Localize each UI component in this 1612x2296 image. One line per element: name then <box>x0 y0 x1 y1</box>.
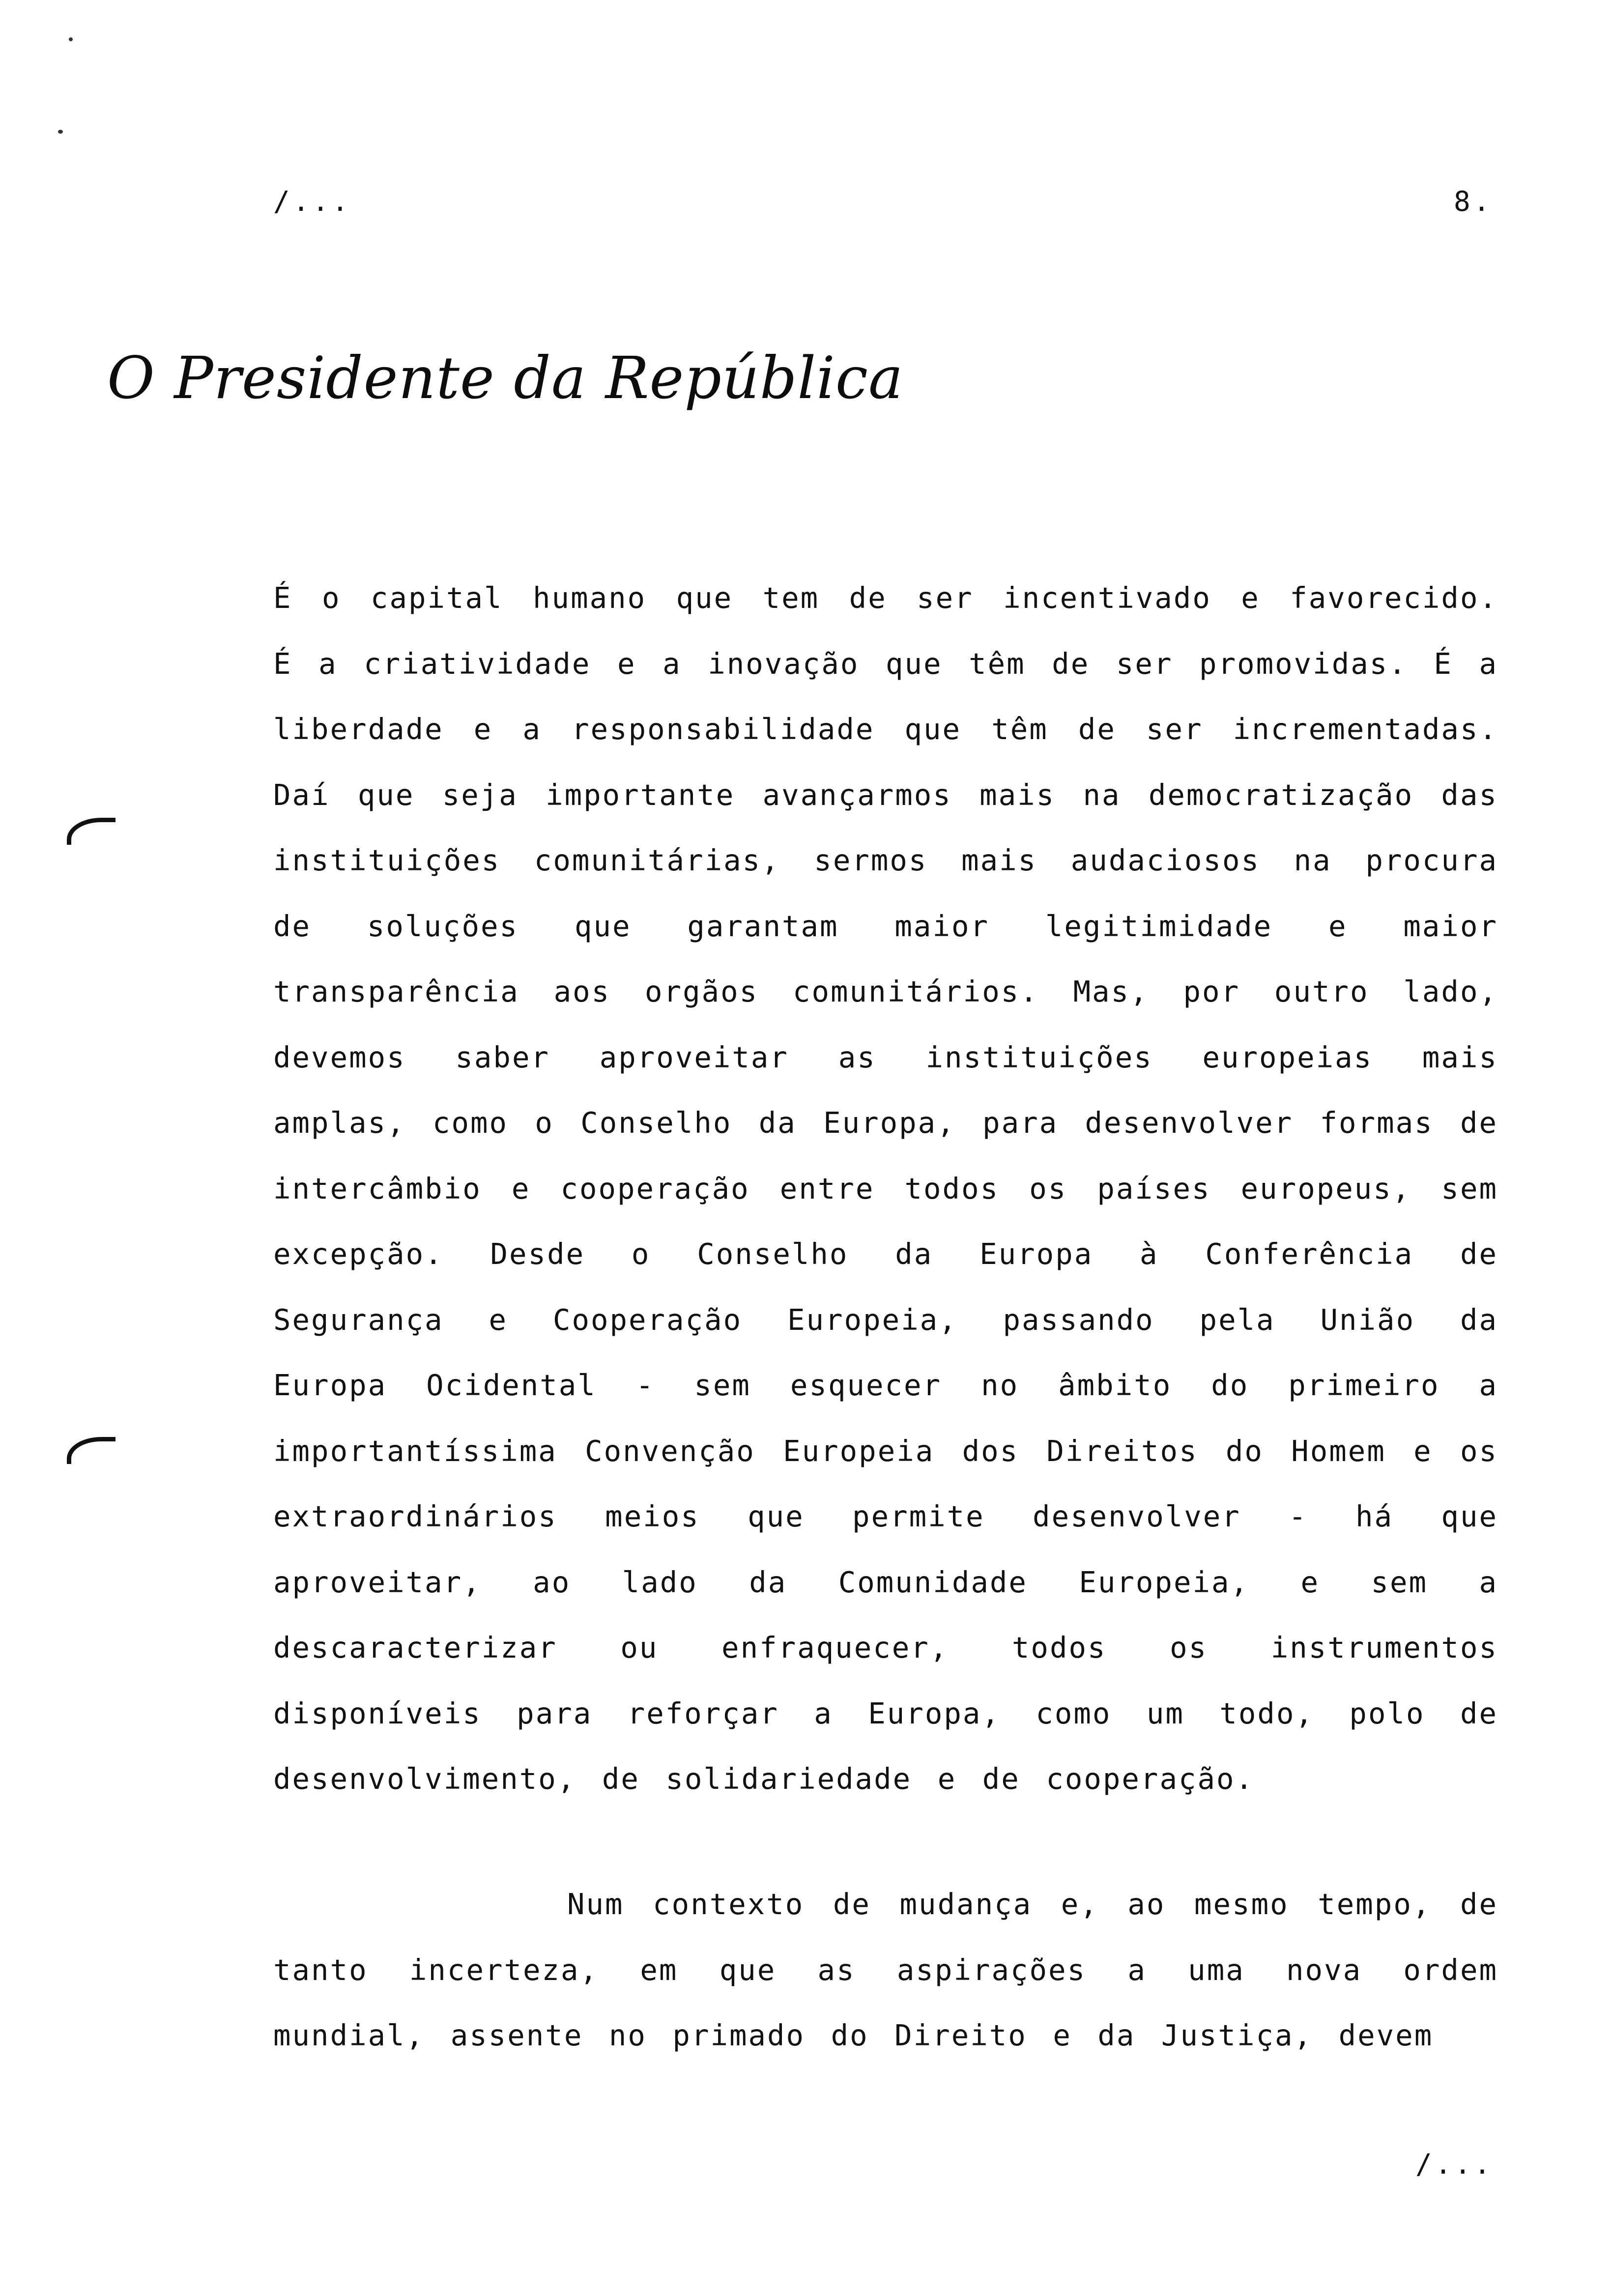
body-paragraph-1: É o capital humano que tem de ser incentivado e favorecido. É a criatividade e a inovação que têm de ser promovidas. É a liberdade e a responsabilidade que têm de ser incrementadas. Daí que seja importante avançarmos mais na democratização das instituições comunitárias, sermos mais audaciosos na procura de soluções que garantam maior legitimidade e maior transparência aos orgãos comunitários. Mas, por outro lado, devemos saber aproveitar as instituições europeias mais amplas, como o Conselho da Europa, para desenvolver formas de intercâmbio e cooperação entre todos os países europeus, sem excepção. Desde o Conselho da Europa à Conferência de Segurança e Cooperação Europeia, passando pela União da Europa Ocidental - sem esquecer no âmbito do primeiro a importantíssima Convenção Europeia dos Direitos do Homem e os extraordinários meios que permite desenvolver - há que aproveitar, ao lado da Comunidade Europeia, e sem a descaracterizar ou enfraquecer, todos os instrumentos disponíveis para reforçar a Europa, como um todo, polo de desenvolvimento, de solidariedade e de cooperação. <box>273 581 1498 1796</box>
punch-hole-mark <box>67 1437 115 1464</box>
page-number: 8. <box>1454 186 1493 218</box>
letterhead-title: O Presidente da República <box>107 344 904 412</box>
continuation-marker-bottom: /... <box>1415 2149 1494 2181</box>
speck-mark <box>69 37 73 41</box>
speck-mark <box>58 130 63 134</box>
body-paragraph-2: Num contexto de mudança e, ao mesmo tempo, de tanto incerteza, em que as aspirações a uma nova ordem mundial, assente no primado do Direito e da Justiça, devem <box>273 1887 1498 2052</box>
continuation-marker-top: /... <box>273 186 351 218</box>
punch-hole-mark <box>67 818 115 845</box>
